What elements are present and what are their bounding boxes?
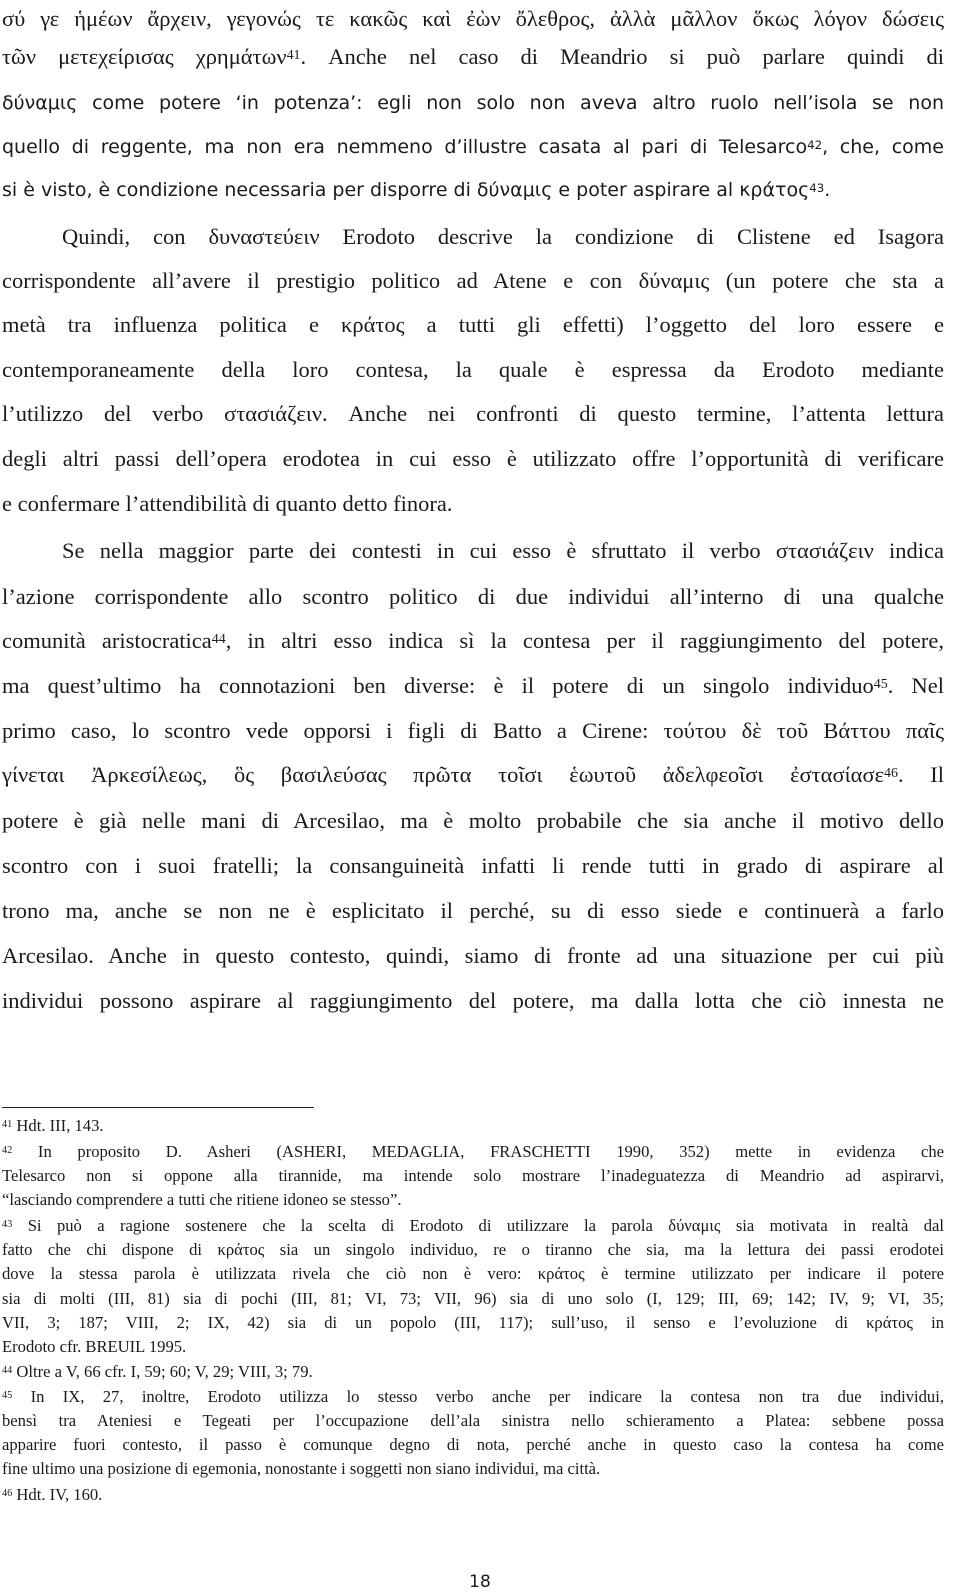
page-number: 18	[469, 1572, 491, 1592]
body-line	[2, 136, 944, 158]
footnote-line	[2, 1362, 944, 1382]
body-line	[2, 673, 944, 699]
text-run: quello di reggente, ma non era nemmeno d’illustre casata al pari di Telesarco	[2, 136, 808, 158]
text-run: Erodoto cfr. BREUIL 1995.	[2, 1337, 187, 1356]
body-line	[2, 401, 944, 427]
text-run: “lasciando comprendere a tutti che ritiene idoneo se stesso”.	[2, 1190, 402, 1209]
footnote-line	[2, 1485, 944, 1505]
footnote-line	[2, 1190, 944, 1210]
footnote-line	[2, 1264, 944, 1284]
body-line	[2, 898, 944, 924]
body-line	[2, 762, 944, 788]
text-run: δύναμις come potere ‘in potenza’: egli non solo non aveva altro ruolo nell’isola se non	[2, 92, 944, 114]
text-run: In IX, 27, inoltre, Erodoto utilizza lo stesso verbo anche per indicare la contesa non tra due individui,	[12, 1387, 944, 1406]
text-run: fatto che chi dispone di κράτος sia un singolo individuo, re o tiranno che sia, ma la lettura dei passi erodotei	[2, 1240, 944, 1259]
text-run: γίνεται Ἀρκεσίλεως, ὃς βασιλεύσας πρῶτα τοῖσι ἑωυτοῦ ἀδελφεοῖσι ἐστασίασε	[2, 762, 885, 787]
body-line	[2, 538, 944, 564]
text-run: fine ultimo una posizione di egemonia, nonostante i soggetti non siano individui, ma città.	[2, 1459, 601, 1478]
text-run: Arcesilao. Anche in questo contesto, quindi, siamo di fronte ad una situazione per cui più	[2, 943, 944, 968]
text-run: apparire fuori contesto, il passo è comunque degno di nota, perché anche in questo caso la contesa ha come	[2, 1435, 944, 1454]
text-run: metà tra influenza politica e κράτος a tutti gli effetti) l’oggetto del loro essere e	[2, 312, 944, 337]
footnote-ref: 41	[2, 1119, 13, 1131]
body-line	[2, 808, 944, 834]
text-run: Telesarco non si oppone alla tirannide, ma intende solo mostrare l’inadeguatezza di Meandrio ad aspirarvi,	[2, 1166, 944, 1185]
text-run: . Nel	[887, 673, 944, 698]
body-line	[2, 446, 944, 472]
text-run: bensì tra Ateniesi e Tegeati per l’occupazione dell’ala sinistra nello schieramento a Platea: sebbene possa	[2, 1411, 944, 1430]
footnote-line	[2, 1166, 944, 1186]
text-run: l’utilizzo del verbo στασιάζειν. Anche nei confronti di questo termine, l’attenta lettura	[2, 401, 944, 426]
text-run: Oltre a V, 66 cfr. I, 59; 60; V, 29; VIII, 3; 79.	[12, 1362, 313, 1381]
text-run: τῶν μετεχείρισας χρημάτων	[2, 44, 287, 69]
text-run: comunità aristocratica	[2, 628, 212, 653]
body-line	[2, 312, 944, 338]
footnote-ref: 44	[2, 1365, 13, 1377]
text-run: . Il	[897, 762, 944, 787]
footnote-line	[2, 1116, 944, 1136]
text-run: .	[824, 179, 831, 201]
footnote-line	[2, 1387, 944, 1407]
body-line	[2, 491, 944, 517]
text-run: dove la stessa parola è utilizzata rivela che ciò non è vero: κράτος è termine utilizzato per indicare il potere	[2, 1264, 944, 1283]
footnote-ref: 42	[2, 1145, 13, 1157]
footnote-line	[2, 1411, 944, 1431]
text-run: degli altri passi dell’opera erodotea in cui esso è utilizzato offre l’opportunità di verificare	[2, 446, 944, 471]
text-run: σύ γε ἡμέων ἄρχειν, γεγονώς τε κακῶς καὶ ἐὼν ὄλεθρος, ἀλλὰ μᾶλλον ὅκως λόγον δώσεις	[2, 6, 944, 31]
body-line	[2, 224, 944, 250]
footnote-ref: 43	[809, 180, 825, 195]
body-line	[2, 179, 944, 201]
text-run: , che, come	[822, 136, 944, 158]
body-line	[2, 853, 944, 879]
body-line	[2, 268, 944, 294]
text-run: corrispondente all’avere il prestigio politico ad Atene e con δύναμις (un potere che sta a	[2, 268, 944, 293]
body-line	[2, 357, 944, 383]
footnote-ref: 45	[873, 677, 888, 693]
text-run: Si può a ragione sostenere che la scelta di Erodoto di utilizzare la parola δύναμις sia motivata in realtà dal	[12, 1216, 944, 1235]
text-run: Quindi, con δυναστεύειν Erodoto descrive la condizione di Clistene ed Isagora	[62, 224, 944, 249]
text-run: Hdt. IV, 160.	[12, 1485, 103, 1504]
text-run: VII, 3; 187; VIII, 2; IX, 42) sia di un popolo (III, 117); sull’uso, il senso e l’evoluzione di κράτος in	[2, 1313, 944, 1332]
text-run: . Anche nel caso di Meandrio si può parlare quindi di	[300, 44, 944, 69]
footnote-ref: 43	[2, 1219, 13, 1231]
footnote-ref: 41	[286, 48, 301, 64]
footnote-line	[2, 1435, 944, 1455]
text-run: primo caso, lo scontro vede opporsi i figli di Batto a Cirene: τούτου δὲ τοῦ Βάττου παῖς	[2, 718, 944, 743]
footnote-ref: 42	[807, 137, 823, 152]
footnote-line	[2, 1337, 944, 1357]
body-line	[2, 584, 944, 610]
body-line	[2, 943, 944, 969]
text-run: si è visto, è condizione necessaria per disporre di δύναμις e poter aspirare al κράτος	[2, 179, 810, 201]
body-line	[2, 92, 944, 114]
text-run: l’azione corrispondente allo scontro politico di due individui all’interno di una qualche	[2, 584, 944, 609]
footnote-ref: 46	[2, 1488, 13, 1500]
body-line	[2, 988, 944, 1014]
text-run: potere è già nelle mani di Arcesilao, ma è molto probabile che sia anche il motivo dello	[2, 808, 944, 833]
footnote-separator	[2, 1107, 314, 1108]
text-run: e confermare l’attendibilità di quanto detto finora.	[2, 491, 453, 516]
text-run: trono ma, anche se non ne è esplicitato il perché, su di esso siede e continuerà a farlo	[2, 898, 944, 923]
footnote-line	[2, 1240, 944, 1260]
text-run: In proposito D. Asheri (ASHERI, MEDAGLIA, FRASCHETTI 1990, 352) mette in evidenza che	[12, 1142, 944, 1161]
footnote-ref: 44	[211, 632, 226, 648]
body-line	[2, 6, 944, 32]
footnote-line	[2, 1289, 944, 1309]
body-line	[2, 44, 944, 70]
text-run: individui possono aspirare al raggiungimento del potere, ma dalla lotta che ciò innesta ne	[2, 988, 944, 1013]
footnote-line	[2, 1459, 944, 1479]
text-run: Hdt. III, 143.	[12, 1116, 104, 1135]
text-run: sia di molti (III, 81) sia di pochi (III, 81; VI, 73; VII, 96) sia di uno solo (I, 129; III, 69; 142; IV, 9; VI, 35;	[2, 1289, 944, 1308]
footnote-line	[2, 1142, 944, 1162]
footnote-ref: 46	[884, 766, 898, 782]
footnote-ref: 45	[2, 1390, 13, 1402]
text-run: ma quest’ultimo ha connotazioni ben diverse: è il potere di un singolo individuo	[2, 673, 874, 698]
text-run: , in altri esso indica sì la contesa per il raggiungimento del potere,	[225, 628, 944, 653]
footnote-line	[2, 1313, 944, 1333]
text-run: scontro con i suoi fratelli; la consanguineità infatti li rende tutti in grado di aspirare al	[2, 853, 944, 878]
text-run: Se nella maggior parte dei contesti in cui esso è sfruttato il verbo στασιάζειν indica	[62, 538, 944, 563]
body-line	[2, 628, 944, 654]
footnote-line	[2, 1216, 944, 1236]
body-line	[2, 718, 944, 744]
text-run: contemporaneamente della loro contesa, la quale è espressa da Erodoto mediante	[2, 357, 944, 382]
